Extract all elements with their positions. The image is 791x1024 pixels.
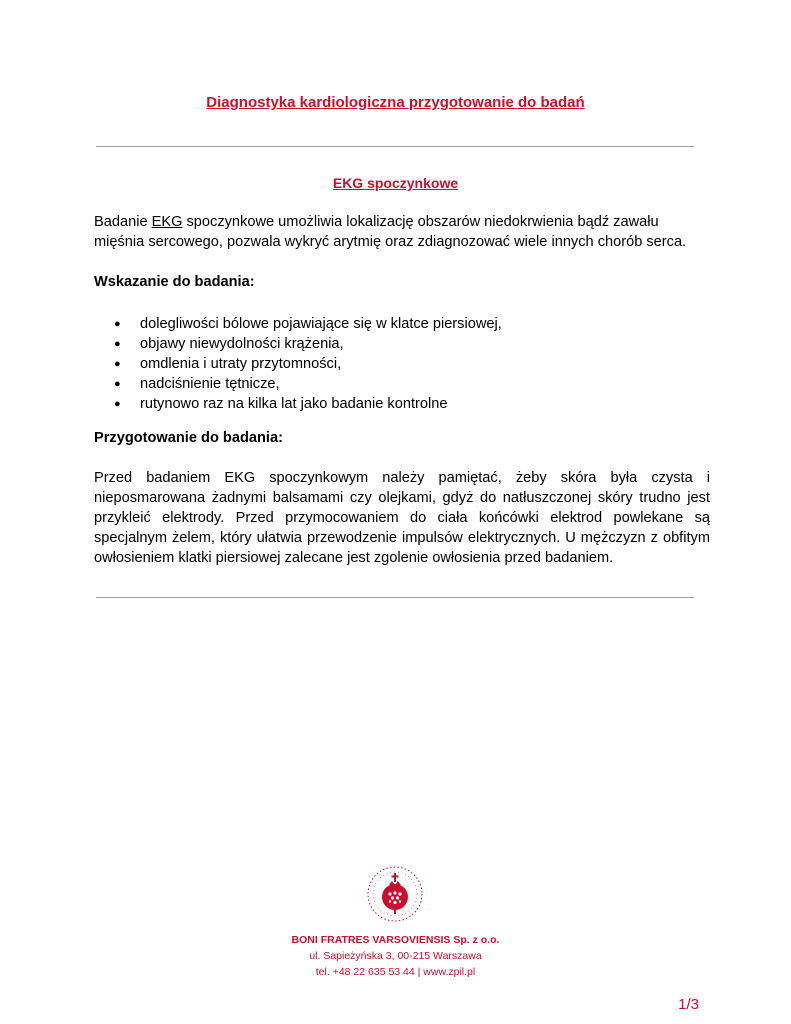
preparation-paragraph: Przed badaniem EKG spoczynkowym należy pamiętać, żeby skóra była czysta i nieposmarowana żadnymi balsamami czy olejkami, gdyż do natłuszczonej skóry trudno jest przykleić elektrody. Przed przymocowaniem do ciała końcówki elektrod powlekane są specjalnym żelem, który ułatwia przewodzenie impulsów elektrycznych. U mężczyzn z obfitym owłosieniem klatki piersiowej zalecane jest zgolenie owłosienia przed badaniem. (94, 470, 710, 566)
preparation-heading: Przygotowanie do badania: (94, 430, 283, 446)
list-item: ● dolegliwości bólowe pojawiające się w klatce piersiowej, (114, 316, 502, 332)
indications-list (94, 314, 694, 414)
section-title: EKG spoczynkowe (332, 175, 459, 191)
indications-heading: Wskazanie do badania: (94, 274, 255, 290)
list-item: ● objawy niewydolności krążenia, (114, 336, 344, 352)
bullet-icon: ● (114, 358, 121, 370)
ekg-link[interactable]: EKG (151, 214, 183, 230)
company-address: ul. Sapieżyńska 3, 00-215 Warszawa (309, 950, 482, 962)
bullet-icon: ● (114, 318, 121, 330)
bullet-icon: ● (114, 338, 121, 350)
list-item: ● rutynowo raz na kilka lat jako badanie kontrolne (114, 396, 448, 412)
list-item: ● omdlenia i utraty przytomności, (114, 356, 342, 372)
list-item: ● nadciśnienie tętnicze, (114, 376, 280, 392)
pomegranate-logo-icon (365, 864, 425, 924)
intro-paragraph (94, 212, 710, 252)
bullet-icon: ● (114, 378, 121, 390)
intro-prefix: Badanie (94, 214, 152, 230)
page-title: Diagnostyka kardiologiczna przygotowanie do badań (206, 94, 585, 111)
intro-suffix: spoczynkowe umożliwia lokalizację obszarów niedokrwienia bądź zawału mięśnia sercowego, pozwala wykryć arytmię oraz zdiagnozować wiele innych chorób serca. (94, 214, 687, 250)
divider-top (96, 146, 694, 147)
company-contact: tel. +48 22 635 53 44 | www.zpil.pl (315, 966, 476, 978)
page-number: 1/3 (678, 996, 699, 1013)
divider-bottom (96, 597, 694, 598)
bullet-icon: ● (114, 398, 121, 410)
company-name: BONI FRATRES VARSOVIENSIS Sp. z o.o. (291, 934, 500, 946)
